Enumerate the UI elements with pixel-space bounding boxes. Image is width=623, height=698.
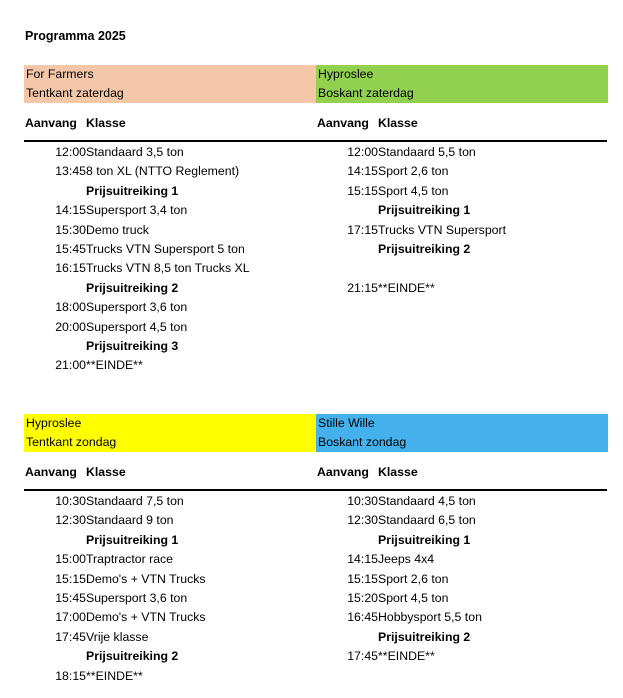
class-name: 8 ton XL (NTTO Reglement)	[86, 164, 240, 179]
sponsor-name: Stille Wille	[318, 416, 375, 430]
class-name: Demo's + VTN Trucks	[86, 610, 206, 625]
start-time: 15:15	[347, 571, 378, 586]
start-time: 15:15	[347, 183, 378, 198]
start-time: 21:15	[347, 280, 378, 295]
schedule-row	[316, 550, 608, 569]
class-name: Supersport 3,6 ton	[86, 300, 188, 315]
start-time: 15:20	[347, 591, 378, 605]
section-header-band	[316, 65, 608, 103]
start-time: 17:15	[347, 222, 378, 237]
start-time: 15:15	[55, 571, 86, 586]
class-name: Supersport 4,5 ton	[86, 319, 188, 334]
class-name: Sport 4,5 ton	[378, 183, 449, 198]
column-header-klasse: Klasse	[378, 465, 418, 479]
schedule-row	[24, 492, 316, 511]
column-header-aanvang: Aanvang	[317, 116, 369, 130]
class-name: Jeeps 4x4	[378, 552, 435, 567]
start-time: 15:45	[55, 242, 86, 256]
schedule-row	[24, 318, 316, 337]
start-time: 15:30	[55, 222, 86, 237]
prize-ceremony-row	[24, 279, 316, 298]
start-time: 10:30	[347, 494, 378, 508]
start-time: 12:00	[55, 145, 86, 159]
class-name: Standaard 9 ton	[86, 513, 174, 528]
class-name: Trucks VTN Supersport	[378, 222, 507, 237]
start-time: 15:00	[55, 552, 86, 567]
schedule-row	[24, 356, 316, 375]
schedule-row	[316, 143, 608, 162]
sponsor-name: Hyproslee	[26, 416, 82, 430]
class-name: Supersport 3,6 ton	[86, 591, 188, 605]
class-name: Traptractor race	[86, 552, 174, 567]
schedule-row	[24, 550, 316, 569]
start-time: 18:15	[55, 668, 86, 683]
start-time: 10:30	[55, 494, 86, 508]
start-time: 16:15	[55, 261, 86, 276]
header-rule	[24, 140, 316, 142]
prize-ceremony-row	[24, 531, 316, 550]
class-name: Prijsuitreiking 2	[86, 649, 179, 664]
schedule-row	[24, 608, 316, 627]
schedule-row	[316, 511, 608, 530]
class-name: **EINDE**	[86, 668, 143, 683]
prize-ceremony-row	[316, 628, 608, 647]
stage-day: Boskant zondag	[318, 435, 407, 449]
sponsor-name: Hyproslee	[318, 67, 374, 81]
start-time: 12:00	[347, 145, 378, 159]
class-name: Sport 4,5 ton	[378, 591, 449, 605]
header-rule	[316, 489, 607, 491]
column-header-klasse: Klasse	[86, 465, 126, 479]
class-name: Prijsuitreiking 1	[86, 183, 179, 198]
schedule-row	[24, 628, 316, 647]
start-time: 14:15	[347, 552, 378, 567]
schedule-row	[24, 201, 316, 220]
class-name: **EINDE**	[378, 649, 435, 664]
prize-ceremony-row	[316, 240, 608, 259]
class-name: Prijsuitreiking 2	[378, 629, 471, 644]
start-time: 20:00	[55, 319, 86, 334]
schedule-row	[316, 608, 608, 627]
class-name: Supersport 3,4 ton	[86, 203, 188, 218]
schedule-row	[24, 221, 316, 240]
schedule-row	[24, 589, 316, 608]
start-time: 16:45	[347, 610, 378, 625]
start-time: 21:00	[55, 358, 86, 373]
column-header-klasse: Klasse	[378, 116, 418, 130]
schedule-row	[316, 259, 608, 278]
column-header-aanvang: Aanvang	[25, 116, 77, 130]
start-time: 14:15	[55, 203, 86, 218]
schedule-row	[24, 511, 316, 530]
stage-day: Tentkant zaterdag	[26, 86, 124, 100]
sponsor-name: For Farmers	[26, 67, 94, 81]
class-name: Sport 2,6 ton	[378, 571, 449, 586]
schedule-row	[316, 182, 608, 201]
prize-ceremony-row	[24, 337, 316, 356]
class-name: Standaard 5,5 ton	[378, 145, 476, 159]
start-time: 13:45	[55, 164, 86, 179]
stage-day: Boskant zaterdag	[318, 86, 414, 100]
start-time: 17:00	[55, 610, 86, 625]
schedule-row	[24, 240, 316, 259]
prize-ceremony-row	[24, 182, 316, 201]
schedule-row	[24, 162, 316, 181]
schedule-row	[316, 647, 608, 666]
class-name: Prijsuitreiking 2	[378, 242, 471, 256]
schedule-row	[24, 298, 316, 317]
start-time: 12:30	[55, 513, 86, 528]
schedule-row	[24, 143, 316, 162]
section-header-band	[24, 414, 316, 452]
class-name: **EINDE**	[86, 358, 143, 373]
start-time: 15:45	[55, 591, 86, 605]
class-name: **EINDE**	[378, 280, 435, 295]
class-name: Vrije klasse	[86, 629, 149, 644]
column-header-aanvang: Aanvang	[317, 465, 369, 479]
start-time: 14:15	[347, 164, 378, 179]
class-name: Demo truck	[86, 222, 149, 237]
start-time: 18:00	[55, 300, 86, 315]
header-rule	[24, 489, 316, 491]
class-name: Trucks VTN Supersport 5 ton	[86, 242, 245, 256]
schedule-row	[316, 162, 608, 181]
column-header-aanvang: Aanvang	[25, 465, 77, 479]
prize-ceremony-row	[316, 201, 608, 220]
stage-day: Tentkant zondag	[26, 435, 117, 449]
start-time: 17:45	[347, 649, 378, 664]
class-name: Sport 2,6 ton	[378, 164, 449, 179]
header-rule	[316, 140, 607, 142]
class-name: Demo's + VTN Trucks	[86, 571, 206, 586]
column-header-klasse: Klasse	[86, 116, 126, 130]
prize-ceremony-row	[24, 647, 316, 666]
schedule-row	[24, 570, 316, 589]
schedule-row	[316, 221, 608, 240]
section-header-band	[24, 65, 316, 103]
class-name: Standaard 7,5 ton	[86, 494, 184, 508]
prize-ceremony-row	[316, 531, 608, 550]
start-time: 17:45	[55, 629, 86, 644]
class-name: Standaard 6,5 ton	[378, 513, 476, 528]
start-time: 12:30	[347, 513, 378, 528]
schedule-row	[316, 589, 608, 608]
schedule-row	[24, 259, 316, 278]
class-name: Hobbysport 5,5 ton	[378, 610, 482, 625]
class-name: Prijsuitreiking 2	[86, 280, 179, 295]
schedule-row	[316, 279, 608, 298]
schedule-row	[316, 570, 608, 589]
schedule-row	[24, 667, 316, 686]
class-name: Trucks VTN 8,5 ton Trucks XL	[86, 261, 250, 276]
class-name: Prijsuitreiking 3	[86, 339, 179, 353]
page-title: Programma 2025	[25, 29, 126, 43]
class-name: Standaard 4,5 ton	[378, 494, 476, 508]
class-name: Prijsuitreiking 1	[378, 203, 471, 218]
class-name: Prijsuitreiking 1	[378, 532, 471, 547]
class-name: Standaard 3,5 ton	[86, 145, 184, 159]
section-header-band	[316, 414, 608, 452]
class-name: Prijsuitreiking 1	[86, 532, 179, 547]
schedule-row	[316, 492, 608, 511]
